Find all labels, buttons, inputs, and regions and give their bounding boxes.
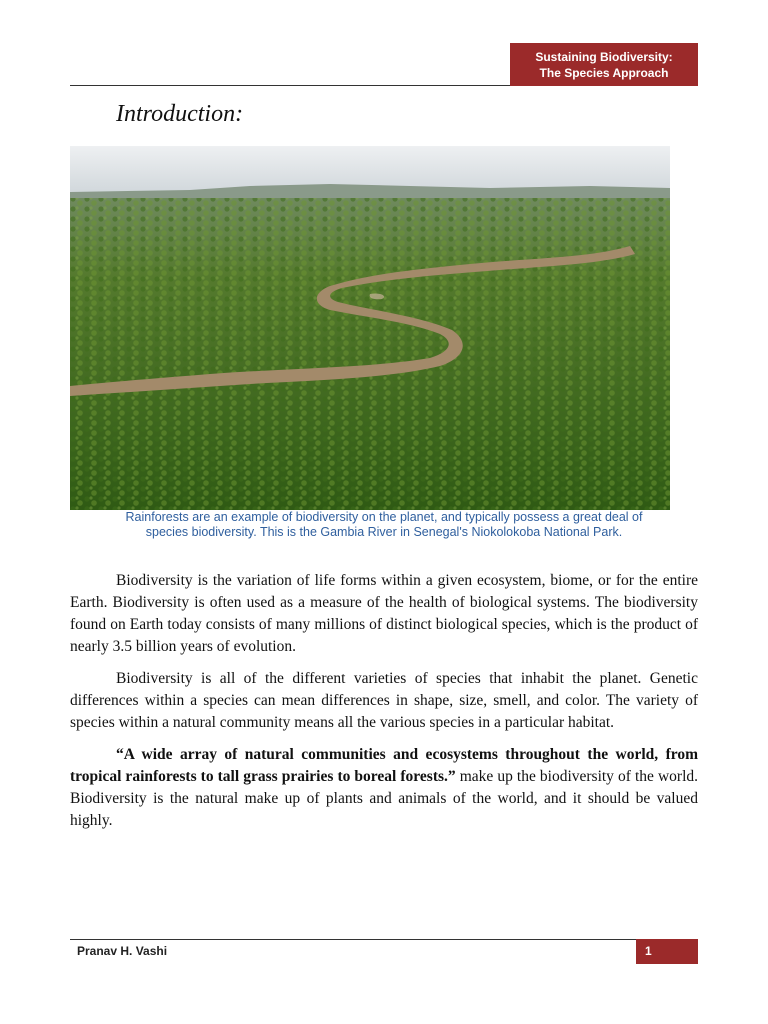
caption-line-2: species biodiversity. This is the Gambia River in Senegal's Niokolokoba National Park. (145, 525, 623, 539)
caption-line-1: Rainforests are an example of biodiversity on the planet, and typically possess a great deal of (125, 510, 643, 524)
header-rule (70, 85, 510, 86)
paragraph-3-rest: make up the biodiversity of the world. Biodiversity is the natural make up of plants and animals of the world, and it should be valued highly. (70, 768, 699, 829)
header-title-line1: Sustaining Biodiversity: (535, 49, 673, 64)
header-title-line2: The Species Approach (539, 65, 669, 80)
footer-author: Pranav H. Vashi (77, 944, 168, 958)
paragraph-1: Biodiversity is the variation of life forms within a given ecosystem, biome, or for the entire Earth. Biodiversity is often used as a measure of the health of biological systems. The biodiversity found on Earth today consists of many millions of distinct biological species, which is the product of nearly 3.5 billion years of evolution. (70, 572, 698, 655)
section-heading: Introduction: (116, 101, 244, 127)
quote-bold: “A wide array of natural communities and ecosystems throughout the world, from tropical rainforests to tall grass prairies to boreal forests.” (70, 746, 698, 785)
footer-rule (70, 939, 636, 940)
page-number: 1 (636, 939, 698, 964)
body-text (70, 570, 698, 842)
paragraph-2: Biodiversity is all of the different varieties of species that inhabit the planet. Genetic differences within a species can mean differences in shape, size, smell, and color. The variety of species within a natural community means all the various species in a particular habitat. (70, 670, 698, 731)
figure-caption (70, 510, 698, 540)
header-title-box (510, 43, 698, 86)
river-rainforest-photo (70, 146, 670, 510)
paragraph-3 (70, 744, 698, 832)
